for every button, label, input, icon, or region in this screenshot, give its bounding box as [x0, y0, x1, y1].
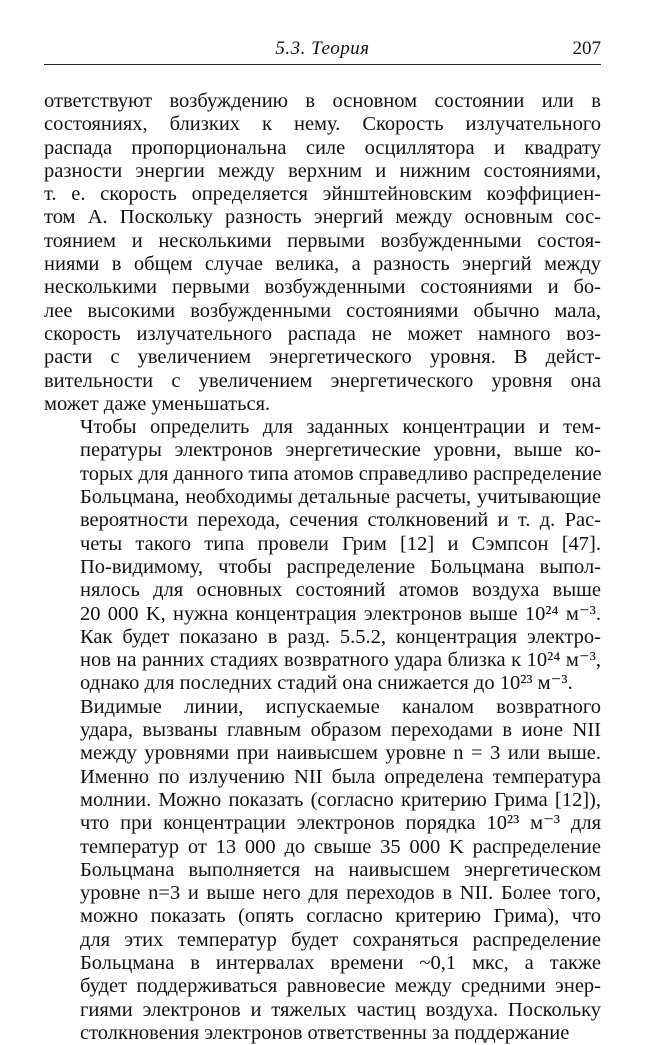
text-line: Чтобы определить для заданных концентрации и тем- [80, 416, 601, 439]
body-text [44, 90, 601, 1045]
text-line: может даже уменьшаться. [44, 392, 271, 415]
text-line: По-видимому, чтобы распределение Больцмана выпол- [80, 555, 601, 578]
text-line: будет поддерживаться равновесие между средними энер- [80, 975, 601, 998]
text-line: лее высокими возбужденными состояниями обычно мала, [44, 299, 601, 322]
text-line: вительности с увеличением энергетического уровня она [44, 369, 601, 392]
text-line: удара, вызваны главным образом переходами в ионе NII [80, 719, 601, 742]
text-line: нов на ранних стадиях возвратного удара близка к 10²⁴ м⁻³, [80, 649, 601, 672]
text-line: ниями в общем случае велика, а разность энергий между [44, 253, 601, 276]
text-line: пературы электронов энергетические уровни, выше ко- [80, 439, 601, 462]
text-line: скорость излучательного распада не может намного воз- [44, 322, 601, 345]
text-line: для этих температур будет сохраняться распределение [80, 928, 601, 951]
text-line: т. е. скорость определяется эйнштейновским коэффициен- [44, 183, 601, 206]
text-line: 20 000 K, нужна концентрация электронов выше 10²⁴ м⁻³. [80, 602, 601, 625]
text-line: Именно по излучению NII была определена температура [80, 765, 601, 788]
paragraph [44, 696, 601, 1045]
text-line: Как будет показано в разд. 5.5.2, концентрация электро- [80, 625, 601, 648]
running-header [44, 34, 601, 65]
text-line: что при концентрации электронов порядка 10²³ м⁻³ для [80, 812, 601, 835]
text-line: состояниях, близких к нему. Скорость излучательного [44, 113, 601, 136]
text-line: молнии. Можно показать (согласно критерию Грима [12]), [80, 788, 601, 811]
text-line: Больцмана, необходимы детальные расчеты, учитывающие [80, 486, 601, 509]
text-line: вероятности перехода, сечения столкновений и т. д. Рас- [80, 509, 601, 532]
text-line: расти с увеличением энергетического уровня. В дейст- [44, 346, 601, 369]
paragraph [44, 90, 601, 416]
text-line: можно показать (опять согласно критерию Грима), что [80, 905, 601, 928]
text-line: нялось для основных состояний атомов воздуха выше [80, 579, 601, 602]
text-line: Больцмана в интервалах времени ~0,1 мкс, а также [80, 951, 601, 974]
text-line: несколькими первыми возбужденными состояниями и бо- [44, 276, 601, 299]
text-line: том A. Поскольку разность энергий между основным сос- [44, 206, 601, 229]
text-line: Больцмана выполняется на наивысшем энергетическом [80, 858, 601, 881]
text-line: однако для последних стадий она снижается до 10²³ м⁻³. [80, 672, 573, 695]
text-line: температур от 13 000 до свыше 35 000 K распределение [80, 835, 601, 858]
text-line: Видимые линии, испускаемые каналом возвратного [80, 695, 601, 718]
text-line: ответствуют возбуждению в основном состоянии или в [44, 90, 601, 112]
text-line: разности энергии между верхним и нижним состояниями, [44, 159, 601, 182]
page-number: 207 [572, 38, 601, 59]
text-line: тоянием и несколькими первыми возбужденными состоя- [44, 229, 601, 252]
text-line: распада пропорциональна силе осциллятора и квадрату [44, 136, 601, 159]
text-line: столкновения электронов ответственны за поддержание [80, 1021, 570, 1044]
text-line: уровне n=3 и выше него для переходов в NII. Более того, [80, 882, 601, 905]
text-line: четы такого типа провели Грим [12] и Сэмпсон [47]. [80, 532, 601, 555]
text-line: гиями электронов и тяжелых частиц воздуха. Поскольку [80, 998, 601, 1021]
section-title: 5.3. Теория [275, 38, 370, 59]
text-line: торых для данного типа атомов справедливо распределение [80, 462, 602, 485]
paragraph [44, 416, 601, 696]
text-line: между уровнями при наивысшем уровне n = 3 или выше. [80, 742, 601, 765]
